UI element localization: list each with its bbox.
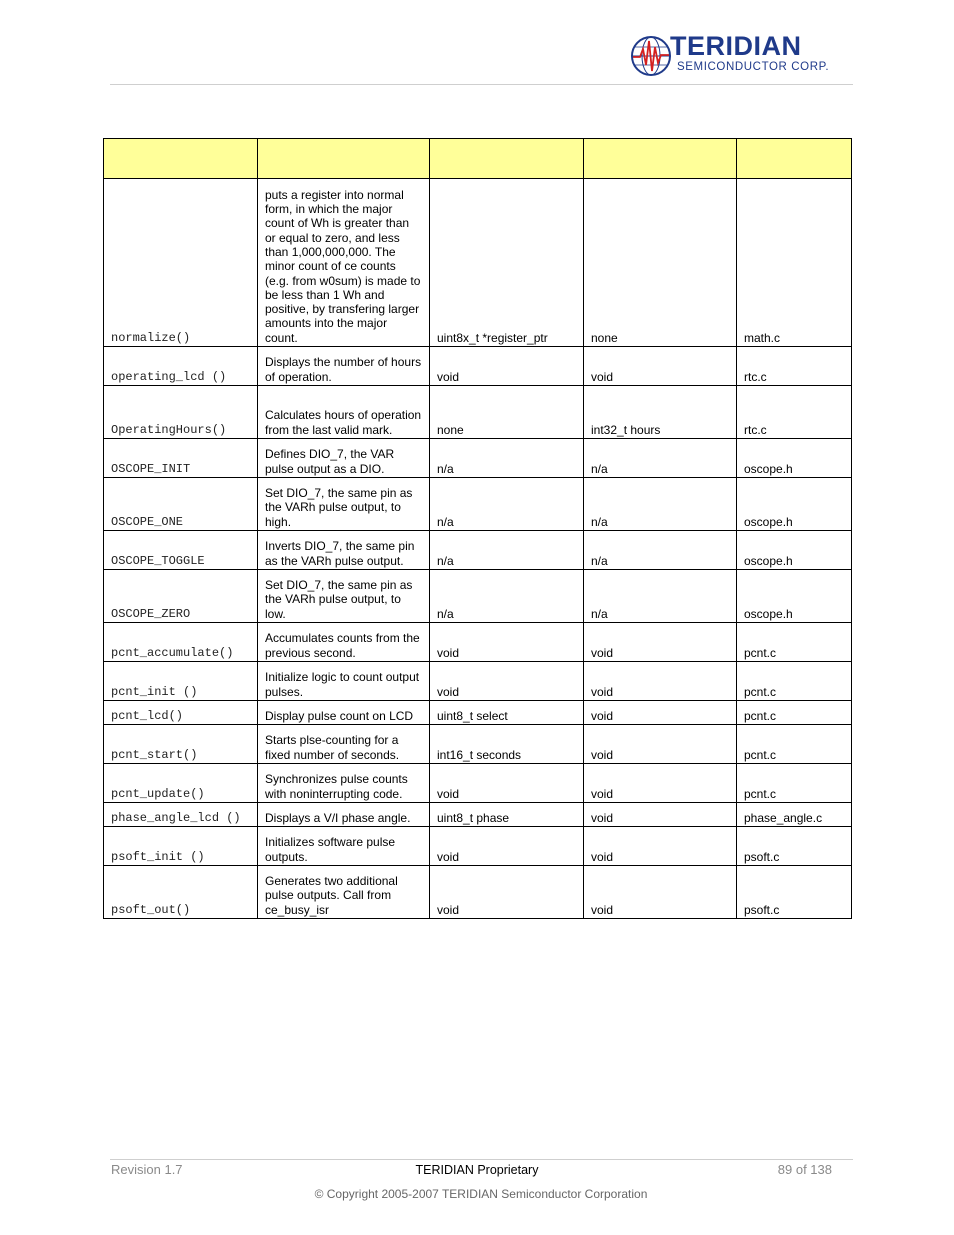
function-name-cell: pcnt_update() <box>104 764 258 803</box>
header-divider <box>110 84 853 85</box>
file-cell: psoft.c <box>737 827 852 866</box>
table-row <box>104 439 852 478</box>
input-cell: void <box>430 866 584 919</box>
file-cell: oscope.h <box>737 570 852 623</box>
output-cell: none <box>584 179 737 347</box>
function-name-cell: pcnt_init () <box>104 662 258 701</box>
footer-page-number: 89 of 138 <box>777 1162 832 1177</box>
file-cell: pcnt.c <box>737 701 852 725</box>
output-cell: void <box>584 662 737 701</box>
footer-copyright: © Copyright 2005-2007 TERIDIAN Semiconductor Corporation <box>314 1187 648 1201</box>
input-cell: void <box>430 347 584 386</box>
footer-divider <box>110 1159 853 1160</box>
footer-proprietary: TERIDIAN Proprietary <box>415 1163 539 1177</box>
function-name-cell: OSCOPE_TOGGLE <box>104 531 258 570</box>
table-header-cell <box>104 139 258 179</box>
description-cell: Displays a V/I phase angle. <box>258 803 430 827</box>
table-row <box>104 347 852 386</box>
table-row <box>104 531 852 570</box>
table-header-cell <box>430 139 584 179</box>
output-cell: void <box>584 803 737 827</box>
input-cell: void <box>430 662 584 701</box>
description-cell: Set DIO_7, the same pin as the VARh pulse output, to high. <box>258 478 430 531</box>
file-cell: oscope.h <box>737 439 852 478</box>
function-table <box>103 138 852 919</box>
file-cell: pcnt.c <box>737 662 852 701</box>
output-cell: int32_t hours <box>584 386 737 439</box>
function-name-cell: normalize() <box>104 179 258 347</box>
file-cell: pcnt.c <box>737 623 852 662</box>
file-cell: oscope.h <box>737 478 852 531</box>
table-row <box>104 570 852 623</box>
description-cell: Displays the number of hours of operation. <box>258 347 430 386</box>
description-cell: Starts plse-counting for a fixed number of seconds. <box>258 725 430 764</box>
input-cell: n/a <box>430 531 584 570</box>
table-row <box>104 662 852 701</box>
description-cell: Display pulse count on LCD <box>258 701 430 725</box>
description-cell: Initializes software pulse outputs. <box>258 827 430 866</box>
output-cell: void <box>584 725 737 764</box>
brand-subtitle: SEMICONDUCTOR CORP. <box>677 61 830 73</box>
input-cell: n/a <box>430 478 584 531</box>
function-name-cell: pcnt_lcd() <box>104 701 258 725</box>
function-name-cell: OperatingHours() <box>104 386 258 439</box>
description-cell: Defines DIO_7, the VAR pulse output as a DIO. <box>258 439 430 478</box>
output-cell: n/a <box>584 439 737 478</box>
brand-name: TERIDIAN <box>670 31 802 61</box>
input-cell: none <box>430 386 584 439</box>
function-name-cell: pcnt_start() <box>104 725 258 764</box>
description-cell: Inverts DIO_7, the same pin as the VARh pulse output. <box>258 531 430 570</box>
globe-waveform-icon <box>630 35 672 77</box>
table-row <box>104 803 852 827</box>
function-name-cell: OSCOPE_ZERO <box>104 570 258 623</box>
input-cell: void <box>430 827 584 866</box>
output-cell: void <box>584 623 737 662</box>
output-cell: void <box>584 764 737 803</box>
table-row <box>104 478 852 531</box>
description-cell: Initialize logic to count output pulses. <box>258 662 430 701</box>
file-cell: oscope.h <box>737 531 852 570</box>
description-cell: Generates two additional pulse outputs. Call from ce_busy_isr <box>258 866 430 919</box>
output-cell: n/a <box>584 531 737 570</box>
file-cell: pcnt.c <box>737 764 852 803</box>
input-cell: n/a <box>430 439 584 478</box>
table-header-cell <box>737 139 852 179</box>
output-cell: void <box>584 701 737 725</box>
file-cell: math.c <box>737 179 852 347</box>
input-cell: void <box>430 623 584 662</box>
table-row <box>104 725 852 764</box>
input-cell: uint8x_t *register_ptr <box>430 179 584 347</box>
table-row <box>104 764 852 803</box>
function-name-cell: phase_angle_lcd () <box>104 803 258 827</box>
input-cell: uint8_t phase <box>430 803 584 827</box>
function-name-cell: OSCOPE_INIT <box>104 439 258 478</box>
table-header-row <box>104 139 852 179</box>
function-name-cell: OSCOPE_ONE <box>104 478 258 531</box>
description-cell: Calculates hours of operation from the last valid mark. <box>258 386 430 439</box>
function-name-cell: psoft_out() <box>104 866 258 919</box>
description-cell: Set DIO_7, the same pin as the VARh pulse output, to low. <box>258 570 430 623</box>
table-row <box>104 386 852 439</box>
output-cell: void <box>584 347 737 386</box>
table-row <box>104 866 852 919</box>
input-cell: n/a <box>430 570 584 623</box>
description-cell: Synchronizes pulse counts with noninterrupting code. <box>258 764 430 803</box>
output-cell: void <box>584 827 737 866</box>
function-name-cell: psoft_init () <box>104 827 258 866</box>
table-row <box>104 827 852 866</box>
file-cell: psoft.c <box>737 866 852 919</box>
function-name-cell: pcnt_accumulate() <box>104 623 258 662</box>
file-cell: rtc.c <box>737 386 852 439</box>
table-row <box>104 623 852 662</box>
teridian-logo <box>630 33 830 79</box>
input-cell: uint8_t select <box>430 701 584 725</box>
input-cell: void <box>430 764 584 803</box>
table-header-cell <box>258 139 430 179</box>
table-row <box>104 701 852 725</box>
table-row <box>104 179 852 347</box>
output-cell: n/a <box>584 570 737 623</box>
output-cell: n/a <box>584 478 737 531</box>
input-cell: int16_t seconds <box>430 725 584 764</box>
footer-revision: Revision 1.7 <box>111 1162 183 1177</box>
description-cell: Accumulates counts from the previous second. <box>258 623 430 662</box>
output-cell: void <box>584 866 737 919</box>
table-header-cell <box>584 139 737 179</box>
file-cell: rtc.c <box>737 347 852 386</box>
description-cell: puts a register into normal form, in which the major count of Wh is greater than or equal to zero, and less than 1,000,000,000. The minor count of ce counts (e.g. from w0sum) is made to be less than 1 Wh and positive, by transfering larger amounts into the major count. <box>258 179 430 347</box>
file-cell: pcnt.c <box>737 725 852 764</box>
file-cell: phase_angle.c <box>737 803 852 827</box>
function-name-cell: operating_lcd () <box>104 347 258 386</box>
